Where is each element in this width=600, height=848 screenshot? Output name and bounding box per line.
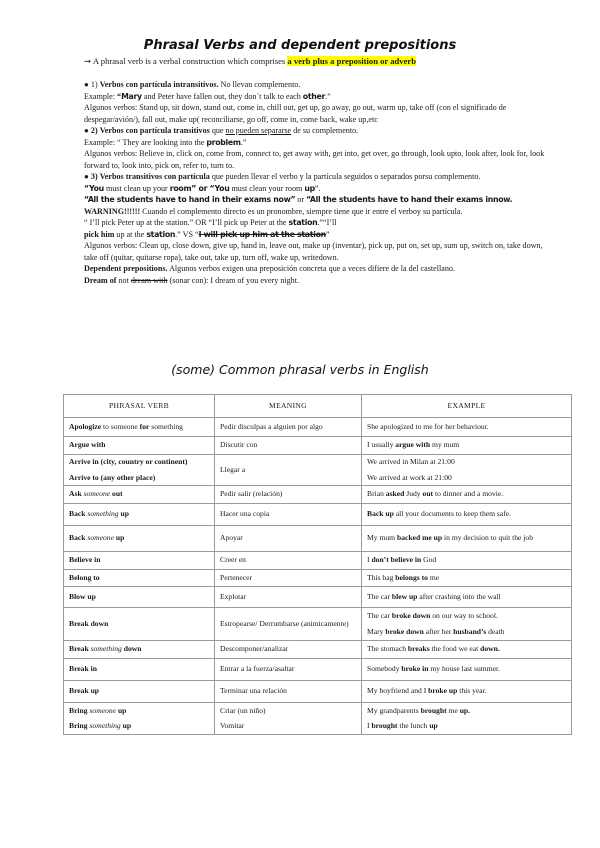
plain-text: this year.: [457, 686, 487, 696]
plain-text: after her: [423, 626, 454, 636]
example-bold: pick him: [84, 229, 115, 239]
example-text: We arrived at work at 21:00: [367, 472, 452, 482]
verb-text: [69, 706, 209, 717]
cell-phrasal-verb: [64, 486, 215, 504]
cell-phrasal-verb: [64, 681, 215, 703]
meaning-text: Terminar una relación: [220, 686, 287, 696]
plain-text: Somebody: [367, 664, 402, 674]
section1-note: No llevan complemento.: [220, 80, 301, 89]
explanation-body: [84, 79, 554, 286]
table-row: [64, 681, 572, 703]
bold-text: out: [112, 489, 123, 499]
table-row: [64, 608, 572, 641]
table-row: [64, 587, 572, 608]
table-row: [64, 526, 572, 552]
example-text: [367, 721, 566, 732]
cell-meaning: [215, 552, 362, 570]
plain-text: all your documents to keep them safe.: [393, 509, 512, 519]
bold-text: down.: [480, 644, 500, 654]
arrow-icon: ➞: [84, 56, 92, 66]
cell-phrasal-verb: [64, 659, 215, 681]
section1-heading-line: [84, 79, 554, 91]
bold-text: out: [422, 489, 434, 499]
bold-text: up: [122, 721, 132, 730]
cell-phrasal-verb: [64, 703, 215, 735]
bold-text: up: [117, 705, 127, 715]
table-row: [64, 703, 572, 735]
example-text: up at the: [116, 229, 145, 239]
section3-example2: [84, 194, 554, 206]
verb-text: [69, 721, 209, 732]
plain-text: my house last summer.: [428, 664, 500, 674]
italic-text: something: [88, 644, 124, 654]
meaning-text: Llegar a: [220, 464, 246, 474]
plain-text: God: [421, 555, 437, 565]
example-text: [367, 533, 566, 544]
plain-text: something: [149, 421, 183, 431]
example-word: station: [288, 218, 318, 227]
header-meaning: MEANING: [215, 395, 362, 418]
plain-text: The car: [367, 611, 392, 620]
verb-text: [69, 555, 209, 566]
example-word: problem: [206, 137, 241, 147]
cell-meaning: [215, 608, 362, 641]
section3-example3: [84, 217, 554, 240]
dream-line: [84, 275, 554, 287]
example-word: “You: [84, 183, 104, 193]
example-text: [367, 686, 566, 697]
phrasal-verbs-table: [63, 394, 572, 735]
plain-text: to someone: [101, 421, 140, 431]
bold-text: broke down: [385, 626, 424, 636]
bold-text: Bring: [69, 721, 88, 730]
cell-meaning: [215, 504, 362, 526]
section3-heading: Verbos transitivos con partícula: [99, 172, 210, 181]
section3-heading-line: [84, 171, 554, 183]
dependent-line: [84, 263, 554, 275]
intro-text: A phrasal verb is a verbal construction which comprises: [92, 56, 286, 66]
cell-example: [362, 486, 572, 504]
example-text: “ They are looking into the: [117, 137, 205, 147]
dependent-text: Algunos verbos exigen una preposición concreta que a veces difiere de la del castellano.: [169, 264, 455, 273]
header-example: EXAMPLE: [362, 395, 572, 418]
meaning-text: Descomponer/analizar: [220, 644, 289, 654]
verb-text: [69, 686, 209, 697]
cell-phrasal-verb: [64, 552, 215, 570]
cell-phrasal-verb: [64, 455, 215, 486]
cell-meaning: [215, 418, 362, 437]
bold-text: Ask: [69, 489, 82, 499]
cell-example: [362, 437, 572, 455]
example-text: [367, 489, 566, 500]
section3-verbs: Algunos verbos: Clean up, close down, give up, hand in, leave out, make up (inventar), pick up, put on, set up, sum up, switch on, take down, take off (quitar, quitarse ropa), take out, take up, turn off, wake up, writedown.: [84, 241, 543, 262]
plain-text: me: [427, 572, 440, 582]
cell-example: [362, 552, 572, 570]
bold-text: Believe in: [69, 555, 101, 565]
table-row: [64, 418, 572, 437]
bold-text: Back: [69, 533, 86, 543]
example-text: [367, 509, 566, 520]
section2-note: que: [211, 126, 224, 135]
cell-example: [362, 455, 572, 486]
cell-example: [362, 641, 572, 659]
example-text: and Peter have fallen out, they don´t talk to each: [143, 91, 301, 101]
example-text: [367, 644, 566, 655]
bold-text: for: [139, 421, 150, 431]
section1-example: [84, 91, 554, 103]
bold-text: belongs to: [395, 572, 428, 582]
plain-text: The car: [367, 591, 392, 601]
meaning-text: Criar (un niño): [220, 705, 266, 715]
section1-verbs: Algunos verbos: Stand up, sit down, stand out, come in, chill out, get up, go away, go out, warm up, take off (con el significado de despegar/avión/), fall out, make up( reconciliarse, go off, come in, come back, wake up,etc: [84, 103, 507, 124]
header-phrasal-verb: PHRASAL VERB: [64, 395, 215, 418]
bold-text: brought: [371, 721, 398, 730]
meaning-text: Pedir disculpas a alguien por algo: [220, 421, 323, 431]
bullet-icon: ● 2): [84, 126, 98, 135]
plain-text: me: [446, 705, 460, 715]
italic-text: someone: [85, 533, 116, 543]
bold-text: don’t believe in: [371, 555, 422, 565]
meaning-text: Discutir con: [220, 440, 258, 450]
example-label: Example:: [84, 137, 116, 147]
example-text: [367, 706, 566, 717]
cell-meaning: [215, 570, 362, 587]
example-text: [367, 611, 566, 622]
verb-text: [69, 619, 209, 630]
bold-text: Bring: [69, 705, 88, 715]
verb-text: [69, 509, 209, 520]
bold-text: broke down: [391, 611, 431, 620]
cell-meaning: [215, 681, 362, 703]
example-or: or: [297, 195, 305, 204]
bold-text: brought: [420, 705, 447, 715]
italic-text: someone: [81, 489, 113, 499]
plain-text: death: [486, 626, 505, 636]
cell-meaning: [215, 703, 362, 735]
bold-text: argue with: [395, 440, 431, 450]
example-end: ”.: [314, 183, 321, 193]
section3-note: que pueden llevar el verbo y la partícula seguidos o separados porsu complemento.: [211, 172, 481, 181]
bold-text: Arrive in (city, country or continent): [69, 457, 188, 466]
bold-text: up: [115, 533, 125, 543]
table-row: [64, 486, 572, 504]
section2-heading: Verbos con partícula transitivos: [99, 126, 210, 135]
cell-phrasal-verb: [64, 526, 215, 552]
bullet-icon: ● 3): [84, 172, 98, 181]
bold-text: Back up: [367, 509, 394, 519]
intro-line: [84, 56, 564, 67]
meaning-text: Explotar: [220, 591, 247, 601]
table-row: [64, 437, 572, 455]
italic-text: something: [87, 721, 123, 730]
bold-text: Apologize: [69, 421, 102, 431]
example-label: Example:: [84, 91, 116, 101]
verb-text: [69, 457, 209, 468]
warning-text: Cuando el complemento directo es un pronombre, siempre tiene que ir entre el verboy su partícula.: [142, 206, 463, 216]
bold-text: Break up: [69, 686, 100, 696]
verb-text: [69, 664, 209, 675]
cell-meaning: [215, 587, 362, 608]
table-title: (some) Common phrasal verbs in English: [171, 362, 429, 377]
example-text: [367, 573, 566, 584]
example-struck: I will pick up him at the station: [198, 229, 326, 239]
plain-text: Brian: [367, 489, 386, 499]
example-word: Mary: [121, 91, 142, 101]
plain-text: in my decision to quit the job: [442, 533, 534, 543]
dream-struck: dream with: [130, 275, 168, 285]
cell-phrasal-verb: [64, 570, 215, 587]
example-text: [367, 592, 566, 603]
table-row: [64, 455, 572, 486]
verb-text: [69, 644, 209, 655]
bold-text: backed me up: [396, 533, 443, 543]
example-text: [367, 555, 566, 566]
meaning-text: Creer en: [220, 555, 246, 565]
dream-rest: (sonar con): I dream of you every night.: [169, 275, 299, 285]
example-word: station: [146, 229, 176, 239]
plain-text: I usually: [367, 440, 396, 450]
dream-label: Dream of: [84, 275, 117, 285]
meaning-text: Apoyar: [220, 533, 243, 543]
intro-highlight: a verb plus a preposition or adverb: [287, 56, 417, 66]
plain-text: My mum: [367, 533, 397, 543]
dream-not: not: [118, 275, 129, 285]
cell-example: [362, 608, 572, 641]
example-word: ” or “You: [191, 183, 230, 193]
plain-text: after crashing into the wall: [417, 591, 501, 601]
cell-meaning: [215, 455, 362, 486]
example-text: [367, 627, 566, 638]
page-title: Phrasal Verbs and dependent prepositions: [143, 38, 457, 53]
bold-text: broke up: [428, 686, 458, 696]
example-word: other: [302, 91, 326, 101]
example-text: She apologized to me for her behaviour.: [367, 421, 489, 431]
example-word: room: [169, 183, 192, 193]
plain-text: my mum: [430, 440, 460, 450]
cell-example: [362, 570, 572, 587]
meaning-text: Vomitar: [220, 721, 245, 730]
plain-text: This bag: [367, 572, 396, 582]
bold-text: Argue with: [69, 440, 106, 450]
warning-line: [84, 206, 554, 218]
bold-text: asked: [385, 489, 405, 499]
bold-text: breaks: [407, 644, 430, 654]
example-text: .”“I’ll: [317, 218, 337, 227]
bold-text: Back: [69, 509, 86, 519]
verb-text: [69, 422, 209, 433]
cell-phrasal-verb: [64, 587, 215, 608]
example-text: We arrived in Milan at 21:00: [367, 457, 455, 466]
section2-example: [84, 137, 554, 149]
plain-text: the lunch: [397, 721, 430, 730]
italic-text: something: [85, 509, 121, 519]
bold-text: Arrive to (any other place): [69, 472, 156, 482]
example-text: must clean up your: [105, 183, 168, 193]
section2-verbs: Algunos verbos: Believe in, click on, come from, connect to, get away with, get into, get over, go through, look upto, look after, look for, look forward to, look into, pick on, refer to, turn to.: [84, 149, 545, 170]
plain-text: the food we eat: [429, 644, 481, 654]
verb-text: [69, 533, 209, 544]
cell-phrasal-verb: [64, 641, 215, 659]
table-row: [64, 641, 572, 659]
plain-text: My grandparents: [367, 705, 421, 715]
example-sentence: “All the students have to hand their exams innow.: [306, 195, 513, 204]
cell-meaning: [215, 486, 362, 504]
example-end: ”: [325, 229, 330, 239]
table-row: [64, 659, 572, 681]
cell-example: [362, 526, 572, 552]
table-row: [64, 570, 572, 587]
cell-example: [362, 681, 572, 703]
verb-text: [69, 489, 209, 500]
table-row: [64, 504, 572, 526]
section1-heading: Verbos con partícula intransitivos.: [99, 80, 219, 89]
cell-meaning: [215, 437, 362, 455]
table-row: [64, 552, 572, 570]
bold-text: Blow up: [69, 591, 96, 601]
verb-text: [69, 440, 209, 451]
example-sentence: “All the students have to hand in their exams now”: [84, 195, 296, 204]
italic-text: someone: [87, 705, 118, 715]
example-end: .”: [240, 137, 247, 147]
plain-text: Judy: [404, 489, 423, 499]
verb-text: [69, 573, 209, 584]
example-text: .” VS “: [175, 229, 199, 239]
plain-text: The stomach: [367, 644, 408, 654]
meaning-text: Estropearse/ Derrumbarse (animicamente): [220, 618, 349, 628]
bold-text: up.: [459, 705, 471, 715]
example-text: must clean your room: [231, 183, 303, 193]
warning-label: WARNING!!!!!!: [84, 206, 141, 216]
meaning-text: Pedir salir (relación): [220, 489, 283, 499]
cell-phrasal-verb: [64, 418, 215, 437]
bold-text: up: [429, 721, 438, 730]
cell-phrasal-verb: [64, 608, 215, 641]
table-body: [64, 418, 572, 735]
example-text: “ I’ll pick Peter up at the station.” OR “I’ll pick up Peter at the: [84, 218, 287, 227]
example-text: [367, 440, 566, 451]
table-header-row: [64, 395, 572, 418]
section2-note-end: de su complemento.: [293, 126, 359, 135]
plain-text: My boyfriend and I: [367, 686, 429, 696]
plain-text: I: [367, 721, 372, 730]
cell-meaning: [215, 526, 362, 552]
bold-text: Break in: [69, 664, 97, 674]
meaning-text: Entrar a la fuerza/asaltar: [220, 664, 295, 674]
bold-text: blew up: [391, 591, 418, 601]
cell-phrasal-verb: [64, 437, 215, 455]
meaning-text: Pertenecer: [220, 572, 253, 582]
example-text: [367, 664, 566, 675]
example-end: .”: [325, 91, 331, 101]
cell-example: [362, 418, 572, 437]
bold-text: broke in: [401, 664, 429, 674]
bold-text: husband’s: [453, 626, 487, 636]
cell-meaning: [215, 641, 362, 659]
plain-text: Mary: [367, 626, 386, 636]
quote-mark: “: [117, 91, 122, 101]
plain-text: to dinner and a movie.: [433, 489, 504, 499]
bold-text: Break down: [69, 618, 109, 628]
bold-text: Break: [69, 644, 89, 654]
section3-example1: [84, 183, 554, 195]
meaning-text: Hacer una copia: [220, 509, 270, 519]
cell-example: [362, 587, 572, 608]
cell-meaning: [215, 659, 362, 681]
bold-text: up: [120, 509, 129, 519]
cell-example: [362, 659, 572, 681]
bold-text: down: [123, 644, 142, 654]
verb-text: [69, 592, 209, 603]
bullet-icon: ● 1): [84, 80, 98, 89]
cell-example: [362, 703, 572, 735]
dependent-label: Dependent prepositions.: [84, 264, 168, 273]
cell-example: [362, 504, 572, 526]
section2-heading-line: [84, 125, 554, 137]
bold-text: Belong to: [69, 572, 100, 582]
cell-phrasal-verb: [64, 504, 215, 526]
verb-text: [69, 473, 209, 484]
section2-note-underlined: no pueden separarse: [225, 126, 292, 135]
example-word: up: [304, 183, 315, 193]
plain-text: I: [367, 555, 372, 565]
plain-text: on our way to school.: [430, 611, 498, 620]
